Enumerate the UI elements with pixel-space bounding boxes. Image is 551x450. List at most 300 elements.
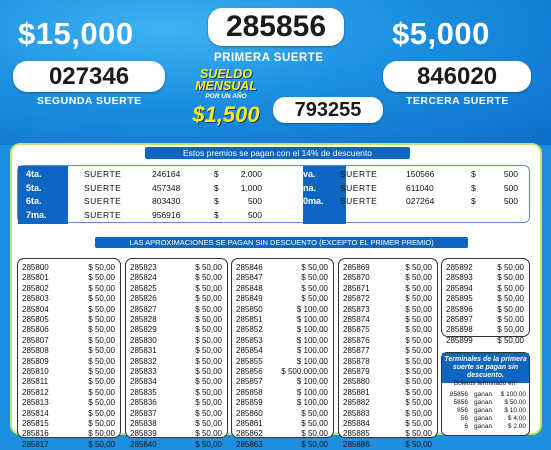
aprox-row — [232, 346, 333, 356]
aprox-row — [339, 409, 437, 419]
aprox-row — [339, 388, 437, 398]
segunda-suerte-label: SEGUNDA SUERTE — [37, 95, 142, 107]
aprox-row — [126, 409, 227, 419]
suerte-position: 8va. — [298, 169, 316, 179]
aprox-prize: $ 50,00 — [195, 387, 222, 397]
aprox-ticket: 285861 — [236, 419, 263, 428]
aprox-ticket: 285849 — [236, 294, 263, 304]
aprox-prize: $ 100,00 — [296, 304, 328, 314]
aprox-row — [126, 346, 227, 356]
aprox-ticket: 285837 — [130, 408, 157, 418]
suerte-amount: 1,000 — [240, 182, 262, 193]
aprox-row — [126, 315, 227, 325]
aprox-prize: $ 50,00 — [497, 335, 524, 345]
aprox-prize: $ 50,00 — [405, 304, 432, 314]
aprox-prize: $ 50,00 — [405, 408, 432, 418]
aprox-ticket: 285871 — [343, 283, 370, 293]
suertes-banner: Estos premios se pagan con el 14% de descuento — [145, 147, 410, 159]
aprox-ticket: 285878 — [343, 356, 370, 366]
aprox-ticket: 285838 — [130, 419, 157, 428]
terminal-amount: $ 2.00 — [507, 423, 526, 430]
aprox-prize: $ 50,00 — [405, 263, 432, 272]
aprox-ticket: 285835 — [130, 387, 157, 397]
aprox-ticket: 285823 — [130, 263, 157, 272]
aprox-row — [126, 336, 227, 346]
aprox-row — [442, 315, 529, 325]
aprox-ticket: 285898 — [446, 325, 473, 335]
aprox-ticket: 285863 — [236, 439, 263, 449]
aprox-row — [18, 377, 120, 387]
aprox-row — [126, 357, 227, 367]
aprox-prize: $ 50,00 — [497, 304, 524, 314]
aprox-prize: $ 50,00 — [301, 263, 328, 272]
aprox-prize: $ 50,00 — [195, 439, 222, 449]
aprox-row — [232, 284, 333, 294]
aprox-prize: $ 50,00 — [195, 304, 222, 314]
aprox-prize: $ 50,00 — [497, 263, 524, 272]
terminal-amount: $ 4.00 — [507, 415, 526, 422]
aprox-prize: $ 50,00 — [88, 439, 115, 449]
suerte-amount: 500 — [247, 196, 262, 206]
aprox-prize: $ 50,00 — [88, 367, 115, 376]
aprox-prize: $ 50,00 — [497, 273, 524, 283]
aprox-ticket: 285899 — [446, 335, 473, 345]
suerte-amount: 500 — [503, 182, 518, 193]
aprox-row — [232, 398, 333, 408]
suerte-currency: $ — [214, 196, 219, 206]
aprox-prize: $ 100,00 — [296, 346, 328, 356]
aprox-ticket: 285809 — [22, 356, 49, 366]
suerte-number: 956916 — [152, 209, 181, 220]
aprox-ticket: 285877 — [343, 346, 370, 356]
aprox-ticket: 285813 — [22, 398, 49, 408]
aprox-ticket: 285830 — [130, 335, 157, 345]
aprox-row — [232, 315, 333, 325]
aprox-prize: $ 50,00 — [195, 263, 222, 272]
aprox-prize: $ 50,00 — [88, 304, 115, 314]
aprox-row — [232, 440, 333, 450]
aprox-ticket: 285808 — [22, 346, 49, 356]
aprox-prize: $ 50,00 — [301, 439, 328, 449]
aprox-ticket: 285883 — [343, 408, 370, 418]
aprox-row — [339, 263, 437, 273]
aprox-row — [126, 398, 227, 408]
aprox-ticket: 285892 — [446, 263, 473, 272]
aprox-ticket: 285876 — [343, 335, 370, 345]
aprox-ticket: 285880 — [343, 377, 370, 387]
aprox-column-5 — [441, 258, 530, 345]
aprox-ticket: 285839 — [130, 429, 157, 439]
aprox-prize: $ 500.000,00 — [281, 367, 328, 376]
terminal-number: 56 — [460, 415, 468, 422]
aprox-row — [18, 367, 120, 377]
aprox-row — [126, 273, 227, 283]
aprox-ticket: 285825 — [130, 283, 157, 293]
aprox-prize: $ 50,00 — [497, 325, 524, 335]
aprox-ticket: 285833 — [130, 367, 157, 376]
aprox-row — [18, 398, 120, 408]
aprox-ticket: 285817 — [22, 439, 49, 449]
sueldo-line3: POR UN AÑO — [205, 93, 247, 100]
suerte-amount: 500 — [503, 196, 518, 206]
aprox-ticket: 285811 — [22, 377, 49, 387]
suerte-word: SUERTE — [340, 196, 378, 206]
suerte-amount: 2,000 — [240, 169, 262, 179]
aprox-ticket: 285879 — [343, 367, 370, 376]
aprox-ticket: 285872 — [343, 294, 370, 304]
aprox-ticket: 285884 — [343, 419, 370, 428]
terminal-number: 85856 — [449, 391, 468, 398]
aprox-ticket: 285831 — [130, 346, 157, 356]
aprox-prize: $ 50,00 — [301, 273, 328, 283]
terminal-number: 6 — [464, 423, 468, 430]
sueldo-mensual-logo — [181, 68, 271, 140]
suerte-position: 10ma. — [298, 196, 324, 206]
aprox-row — [339, 315, 437, 325]
aprox-row — [442, 294, 529, 304]
aprox-ticket: 285855 — [236, 356, 263, 366]
aprox-prize: $ 50,00 — [301, 419, 328, 428]
aprox-ticket: 285854 — [236, 346, 263, 356]
aprox-prize: $ 50,00 — [88, 398, 115, 408]
suerte-amount: 500 — [503, 169, 518, 179]
aprox-row — [126, 419, 227, 429]
aprox-prize: $ 50,00 — [405, 387, 432, 397]
aprox-ticket: 285870 — [343, 273, 370, 283]
aprox-row — [232, 336, 333, 346]
aprox-row — [339, 357, 437, 367]
aprox-ticket: 285850 — [236, 304, 263, 314]
aprox-ticket: 285886 — [343, 439, 370, 449]
aprox-row — [339, 346, 437, 356]
aprox-prize: $ 50,00 — [88, 283, 115, 293]
aprox-prize: $ 50,00 — [88, 377, 115, 387]
aprox-row — [18, 440, 120, 450]
aprox-prize: $ 50,00 — [195, 283, 222, 293]
aprox-row — [126, 325, 227, 335]
suerte-position: 7ma. — [26, 209, 47, 220]
aprox-row — [126, 377, 227, 387]
sueldo-amount: $1,500 — [192, 102, 260, 127]
aprox-prize: $ 50,00 — [405, 335, 432, 345]
terminal-word: ganan — [474, 415, 493, 422]
aprox-prize: $ 100,00 — [296, 398, 328, 408]
terminal-word: ganan — [474, 423, 493, 430]
aprox-prize: $ 50,00 — [88, 429, 115, 439]
aprox-column-1 — [17, 258, 121, 449]
aprox-ticket: 285847 — [236, 273, 263, 283]
suerte-currency: $ — [471, 196, 476, 206]
aprox-ticket: 285814 — [22, 408, 49, 418]
aprox-ticket: 285802 — [22, 283, 49, 293]
aprox-row — [18, 263, 120, 273]
aprox-row — [339, 325, 437, 335]
aprox-ticket: 285807 — [22, 335, 49, 345]
aprox-ticket: 285824 — [130, 273, 157, 283]
suerte-currency: $ — [471, 182, 476, 193]
suerte-position: 6ta. — [26, 196, 42, 206]
terminal-number: 856 — [457, 407, 468, 414]
suerte-number: 611040 — [406, 182, 434, 193]
aprox-ticket: 285860 — [236, 408, 263, 418]
aprox-row — [18, 294, 120, 304]
aprox-ticket: 285812 — [22, 387, 49, 397]
aprox-row — [442, 336, 529, 346]
terminal-word: ganan — [474, 407, 493, 414]
aprox-prize: $ 50,00 — [195, 367, 222, 376]
suerte-position: 5ta. — [26, 182, 42, 193]
aprox-row — [18, 315, 120, 325]
suerte-word: SUERTE — [84, 169, 122, 179]
aprox-prize: $ 50,00 — [195, 325, 222, 335]
suerte-word: SUERTE — [340, 182, 378, 193]
aprox-row — [232, 377, 333, 387]
aprox-row — [126, 367, 227, 377]
aprox-prize: $ 50,00 — [88, 346, 115, 356]
aprox-ticket: 285840 — [130, 439, 157, 449]
aprox-ticket: 285846 — [236, 263, 263, 272]
aprox-ticket: 285848 — [236, 283, 263, 293]
terminal-word: ganan — [474, 391, 493, 398]
aprox-prize: $ 100,00 — [296, 377, 328, 387]
suerte-currency: $ — [214, 169, 219, 179]
suerte-word: SUERTE — [84, 182, 122, 193]
aprox-row — [339, 440, 437, 450]
aprox-prize: $ 50,00 — [497, 315, 524, 324]
aprox-row — [126, 440, 227, 450]
terminal-number: 5856 — [453, 399, 468, 406]
aprox-prize: $ 50,00 — [405, 439, 432, 449]
aprox-row — [18, 325, 120, 335]
aprox-row — [339, 336, 437, 346]
aprox-prize: $ 50,00 — [405, 325, 432, 335]
aprox-ticket: 285852 — [236, 325, 263, 335]
aprox-row — [339, 273, 437, 283]
aprox-prize: $ 50,00 — [405, 346, 432, 356]
aprox-ticket: 285851 — [236, 315, 263, 324]
aprox-ticket: 285897 — [446, 315, 473, 324]
aprox-row — [18, 346, 120, 356]
aprox-prize: $ 50,00 — [88, 294, 115, 304]
aprox-ticket: 285803 — [22, 294, 49, 304]
aprox-row — [339, 429, 437, 439]
aprox-ticket: 285894 — [446, 283, 473, 293]
aprox-row — [126, 305, 227, 315]
aprox-ticket: 285873 — [343, 304, 370, 314]
aprox-row — [232, 409, 333, 419]
aprox-ticket: 285875 — [343, 325, 370, 335]
primera-suerte-label: PRIMERA SUERTE — [214, 52, 324, 64]
aprox-column-3 — [231, 258, 334, 449]
prize-left: $15,000 — [18, 16, 134, 51]
aprox-row — [232, 388, 333, 398]
aprox-row — [126, 294, 227, 304]
aprox-ticket: 285896 — [446, 304, 473, 314]
aprox-row — [18, 284, 120, 294]
sueldo-number: 793255 — [273, 97, 383, 123]
aprox-prize: $ 100,00 — [296, 356, 328, 366]
aprox-row — [339, 294, 437, 304]
aprox-prize: $ 50,00 — [195, 408, 222, 418]
aprox-prize: $ 50,00 — [195, 273, 222, 283]
prize-right: $5,000 — [392, 16, 490, 51]
aprox-prize: $ 50,00 — [88, 263, 115, 272]
aprox-prize: $ 50,00 — [88, 419, 115, 428]
terminales-heading: Terminales de la primera suerte se pagan sin descuento. — [442, 353, 529, 383]
aprox-ticket: 285858 — [236, 387, 263, 397]
aprox-row — [232, 325, 333, 335]
aprox-ticket: 285893 — [446, 273, 473, 283]
aprox-prize: $ 50,00 — [195, 315, 222, 324]
aprox-row — [18, 419, 120, 429]
aprox-row — [18, 409, 120, 419]
aprox-prize: $ 50,00 — [405, 377, 432, 387]
aprox-ticket: 285828 — [130, 315, 157, 324]
aprox-prize: $ 50,00 — [301, 283, 328, 293]
primera-suerte-number: 285856 — [208, 8, 344, 46]
aprox-row — [339, 367, 437, 377]
aprox-prize: $ 50,00 — [88, 408, 115, 418]
aprox-row — [232, 273, 333, 283]
aprox-ticket: 285806 — [22, 325, 49, 335]
aprox-ticket: 285829 — [130, 325, 157, 335]
aprox-column-2 — [125, 258, 228, 449]
aprox-prize: $ 100,00 — [296, 325, 328, 335]
aprox-ticket: 285801 — [22, 273, 49, 283]
aprox-row — [126, 263, 227, 273]
aprox-row — [232, 429, 333, 439]
aprox-prize: $ 50,00 — [195, 429, 222, 439]
suerte-number: 246164 — [152, 169, 181, 179]
aprox-row — [442, 305, 529, 315]
aprox-prize: $ 50,00 — [195, 377, 222, 387]
aprox-prize: $ 50,00 — [405, 419, 432, 428]
aprox-row — [339, 398, 437, 408]
aprox-prize: $ 50,00 — [195, 398, 222, 408]
sueldo-line1: SUELDO — [199, 67, 253, 81]
aprox-row — [232, 419, 333, 429]
terminales-subheading: Boletos terminado en: — [453, 380, 518, 387]
aprox-row — [18, 429, 120, 439]
suerte-word: SUERTE — [84, 209, 122, 220]
aprox-ticket: 285832 — [130, 356, 157, 366]
aprox-prize: $ 50,00 — [405, 429, 432, 439]
aprox-prize: $ 50,00 — [88, 335, 115, 345]
aprox-row — [339, 284, 437, 294]
aprox-row — [339, 419, 437, 429]
aprox-ticket: 285853 — [236, 335, 263, 345]
aprox-ticket: 285885 — [343, 429, 370, 439]
aprox-ticket: 285836 — [130, 398, 157, 408]
sueldo-line2: MENSUAL — [195, 79, 257, 93]
aprox-row — [126, 429, 227, 439]
aprox-row — [18, 357, 120, 367]
suerte-number: 150566 — [406, 169, 435, 179]
aprox-prize: $ 50,00 — [301, 294, 328, 304]
aprox-prize: $ 50,00 — [301, 429, 328, 439]
aprox-row — [442, 284, 529, 294]
aprox-ticket: 285804 — [22, 304, 49, 314]
aprox-ticket: 285810 — [22, 367, 49, 376]
suerte-number: 027264 — [406, 196, 435, 206]
aprox-row — [232, 367, 333, 377]
aprox-prize: $ 50,00 — [88, 356, 115, 366]
terminal-amount: $ 100.00 — [500, 391, 526, 398]
aprox-row — [442, 273, 529, 283]
terminales-box — [441, 352, 530, 436]
aprox-prize: $ 50,00 — [195, 346, 222, 356]
aprox-row — [232, 357, 333, 367]
aprox-prize: $ 50,00 — [88, 325, 115, 335]
aprox-prize: $ 50,00 — [301, 408, 328, 418]
suerte-position: 4ta. — [26, 169, 42, 179]
suerte-currency: $ — [471, 169, 476, 179]
aprox-row — [126, 388, 227, 398]
aprox-prize: $ 50,00 — [88, 315, 115, 324]
suerte-number: 803430 — [152, 196, 181, 206]
terminal-amount: $ 50.00 — [504, 399, 526, 406]
aprox-prize: $ 50,00 — [195, 294, 222, 304]
aprox-prize: $ 50,00 — [405, 294, 432, 304]
suerte-word: SUERTE — [340, 169, 378, 179]
aprox-ticket: 285874 — [343, 315, 370, 324]
aprox-row — [339, 377, 437, 387]
aprox-prize: $ 50,00 — [405, 398, 432, 408]
aprox-ticket: 285856 — [236, 367, 263, 376]
aprox-ticket: 285826 — [130, 294, 157, 304]
aprox-prize: $ 50,00 — [195, 335, 222, 345]
suerte-word: SUERTE — [84, 196, 122, 206]
aprox-column-4 — [338, 258, 438, 449]
aprox-row — [442, 325, 529, 335]
terminal-amount: $ 10.00 — [504, 407, 526, 414]
aprox-prize: $ 50,00 — [497, 294, 524, 304]
aprox-ticket: 285834 — [130, 377, 157, 387]
aprox-row — [232, 294, 333, 304]
aprox-row — [339, 305, 437, 315]
suerte-currency: $ — [214, 182, 219, 193]
aprox-row — [126, 284, 227, 294]
aprox-ticket: 285805 — [22, 315, 49, 324]
aprox-prize: $ 100,00 — [296, 387, 328, 397]
aprox-row — [18, 305, 120, 315]
aprox-prize: $ 50,00 — [88, 387, 115, 397]
aprox-prize: $ 50,00 — [195, 419, 222, 428]
tercera-suerte-number: 846020 — [383, 61, 531, 92]
aprox-prize: $ 50,00 — [405, 356, 432, 366]
aproximaciones-banner: LAS APROXIMACIONES SE PAGAN SIN DESCUENTO (EXCEPTO EL PRIMER PREMIO) — [95, 237, 468, 248]
aprox-ticket: 285816 — [22, 429, 49, 439]
aprox-prize: $ 50,00 — [405, 283, 432, 293]
aprox-row — [18, 336, 120, 346]
aprox-ticket: 285895 — [446, 294, 473, 304]
aprox-prize: $ 50,00 — [195, 356, 222, 366]
aprox-ticket: 285882 — [343, 398, 370, 408]
aprox-prize: $ 50,00 — [405, 273, 432, 283]
aprox-ticket: 285862 — [236, 429, 263, 439]
suerte-number: 457348 — [152, 182, 181, 193]
aprox-ticket: 285859 — [236, 398, 263, 408]
aprox-prize: $ 50,00 — [497, 283, 524, 293]
terminal-word: ganan — [474, 399, 493, 406]
aprox-ticket: 285800 — [22, 263, 49, 272]
aprox-ticket: 285827 — [130, 304, 157, 314]
aprox-row — [18, 273, 120, 283]
aprox-ticket: 285857 — [236, 377, 263, 387]
aprox-ticket: 285815 — [22, 419, 49, 428]
aprox-row — [18, 388, 120, 398]
suerte-amount: 500 — [247, 209, 262, 220]
